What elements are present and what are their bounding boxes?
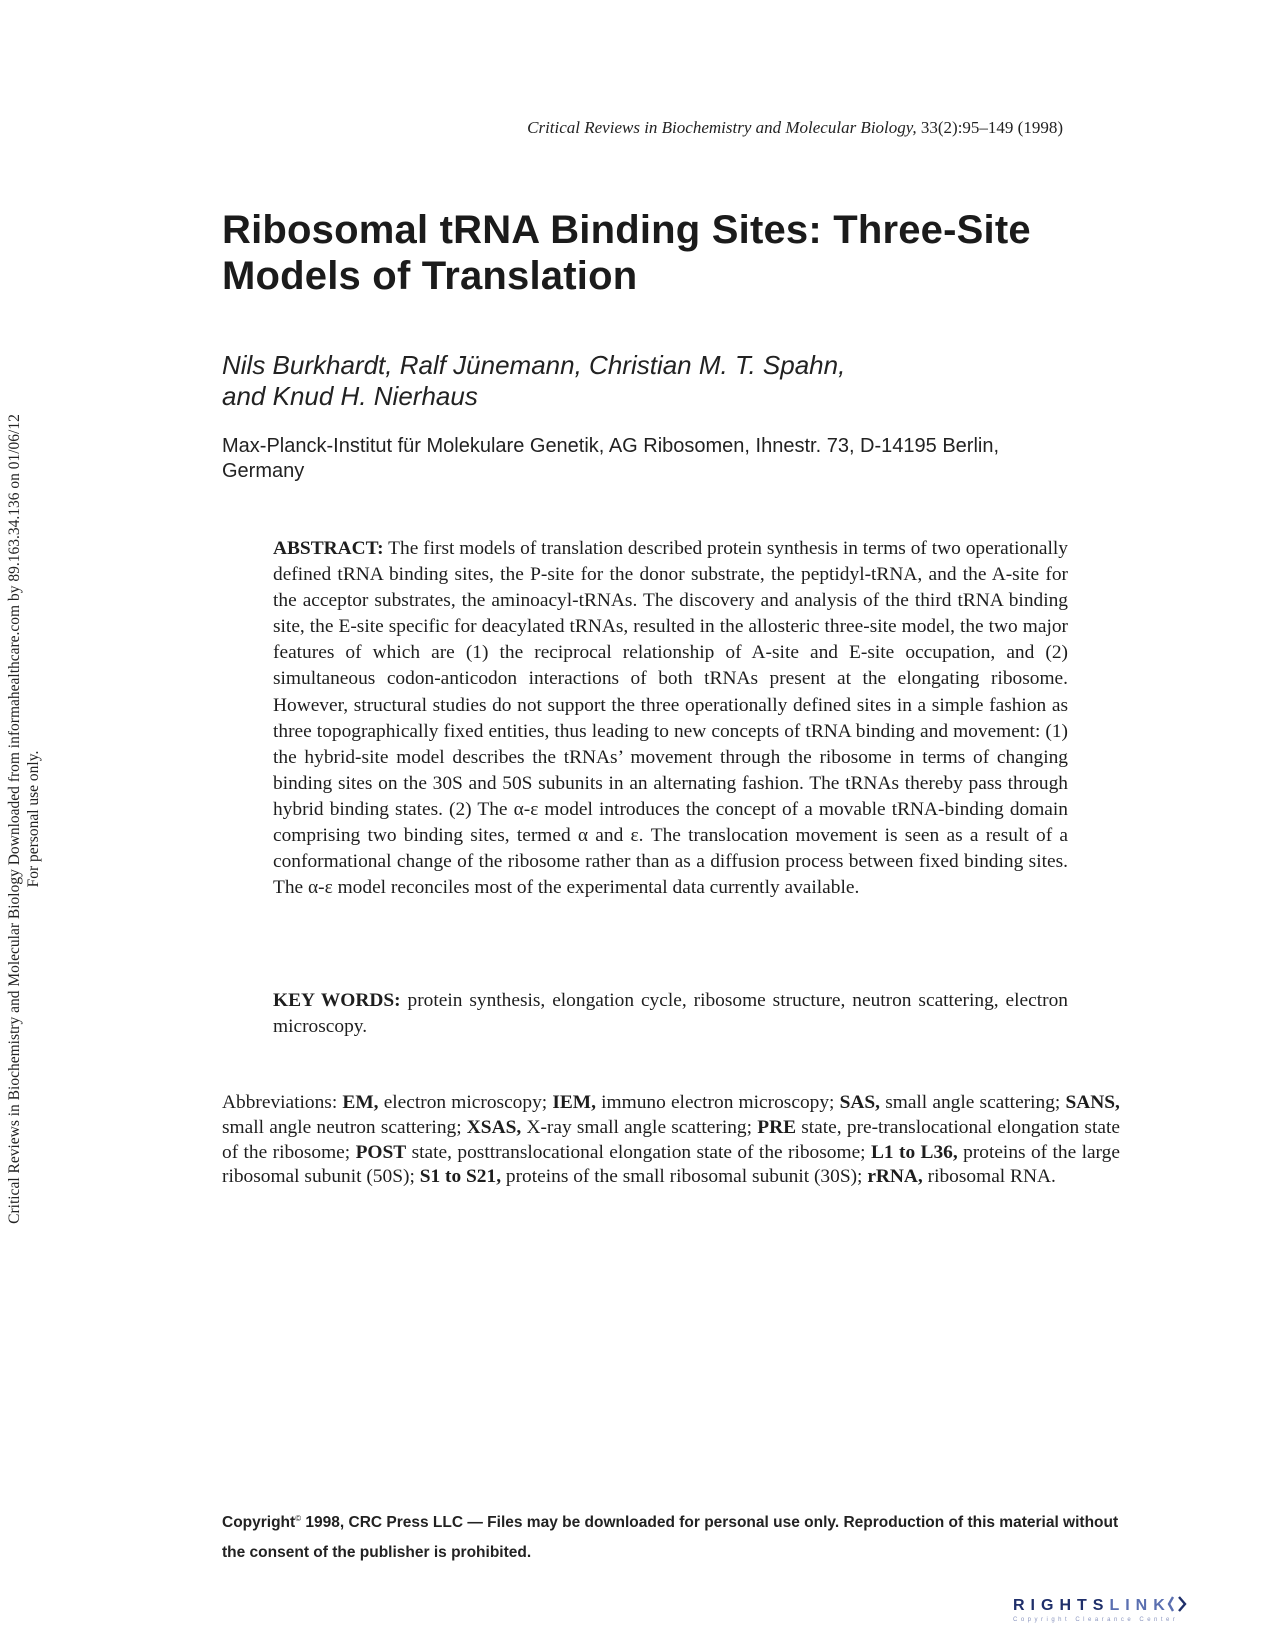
abbrev-term: XSAS, [466, 1116, 522, 1138]
abbrev-def: small angle neutron scattering; [222, 1116, 462, 1138]
download-watermark-sidebar [0, 0, 44, 1260]
journal-citation [527, 118, 1063, 138]
copyright-notice [222, 1504, 1122, 1568]
abbrev-def: ribosomal RNA. [927, 1166, 1056, 1188]
authors-line-2: and Knud H. Nierhaus [222, 381, 478, 411]
keywords [273, 988, 1068, 1040]
abbrev-term: PRE [757, 1116, 797, 1138]
sidebar-line-2: For personal use only. [25, 750, 42, 888]
abbrev-term: L1 to L36, [870, 1141, 958, 1163]
abbrev-term: SANS, [1065, 1092, 1120, 1113]
sidebar-line-1: Critical Reviews in Biochemistry and Molecular Biology Downloaded from informahealthcare.com by 89.163.34.136 on 01/06/12 [6, 414, 23, 1224]
title-line-1: Ribosomal tRNA Binding Sites: Three-Site [222, 208, 1031, 252]
abbrev-def: X-ray small angle scattering; [526, 1116, 753, 1138]
keywords-text: protein synthesis, elongation cycle, ribosome structure, neutron scattering, electron microscopy. [273, 990, 1068, 1037]
abbrev-term: IEM, [552, 1092, 596, 1113]
abstract [273, 536, 1068, 901]
journal-volume-pages: 33(2):95–149 (1998) [920, 118, 1063, 137]
abbreviations [222, 1091, 1120, 1190]
author-list [222, 350, 1022, 412]
copyright-text: 1998, CRC Press LLC — Files may be downloaded for personal use only. Reproduction of this material without the consent of the publisher is prohibited. [222, 1514, 1119, 1562]
affiliation [222, 434, 1082, 484]
abbrev-def: state, posttranslocational elongation state of the ribosome; [411, 1141, 866, 1163]
rightslink-wordmark [1013, 1595, 1253, 1615]
abbrev-term: EM, [342, 1092, 379, 1113]
sidebar-text [5, 384, 43, 1254]
abstract-text: The first models of translation described protein synthesis in terms of two operationally defined tRNA binding sites, the P-site for the donor substrate, the peptidyl-tRNA, and the A-site for the acceptor substrates, the aminoacyl-tRNAs. The discovery and analysis of the third tRNA binding site, the E-site specific for deacylated tRNAs, resulted in the allosteric three-site model, the two major features of which are (1) the reciprocal relationship of A-site and E-site occupation, and (2) simultaneous codon-anticodon interactions of both tRNAs present at the elongating ribosome. However, structural studies do not support the three operationally defined sites in a simple fashion as three topographically fixed entities, thus leading to new concepts of tRNA binding and movement: (1) the hybrid-site model describes the tRNAs’ movement through the ribosome in terms of changing binding sites on the 30S and 50S subunits in an alternating fashion. The tRNAs thereby pass through hybrid binding states. (2) The α-ε model introduces the concept of a movable tRNA-binding domain comprising two binding sites, termed α and ε. The translocation movement is seen as a result of a conformational change of the ribosome rather than as a diffusion process between fixed binding sites. The α-ε model reconciles most of the experimental data currently available. [273, 538, 1069, 899]
journal-name: Critical Reviews in Biochemistry and Molecular Biology, [527, 118, 917, 137]
copyright-prefix: Copyright [222, 1514, 296, 1532]
rightslink-logo[interactable] [1013, 1595, 1253, 1635]
abbrev-term: POST [355, 1141, 407, 1163]
rightslink-rights: RIGHTS [1013, 1597, 1110, 1614]
affiliation-line-2: Germany [222, 460, 305, 482]
abbrev-def: electron microscopy; [383, 1092, 548, 1113]
page-title [222, 207, 1122, 299]
abbrev-term: SAS, [839, 1092, 881, 1113]
rightslink-tagline: Copyright Clearance Center [1013, 1617, 1179, 1623]
authors-line-1: Nils Burkhardt, Ralf Jünemann, Christian M. T. Spahn, [222, 350, 846, 380]
abbrev-term: S1 to S21, [419, 1166, 502, 1188]
abbrev-def: proteins of the large ribosomal subunit (50S); [222, 1141, 1120, 1188]
title-line-2: Models of Translation [222, 254, 638, 298]
keywords-label: KEY WORDS: [273, 990, 401, 1011]
abbrev-def: state, pre-translocational elongation state of the ribosome; [222, 1116, 1120, 1163]
abstract-label: ABSTRACT: [273, 538, 384, 559]
rightslink-link: LINK [1109, 1597, 1171, 1614]
copyright-symbol: © [295, 1514, 302, 1523]
abbrev-def: immuno electron microscopy; [601, 1092, 835, 1113]
abbrev-def: proteins of the small ribosomal subunit (30S); [505, 1166, 863, 1188]
affiliation-line-1: Max-Planck-Institut für Molekulare Genetik, AG Ribosomen, Ihnestr. 73, D-14195 Berlin, [222, 435, 1000, 457]
abbrev-term: rRNA, [867, 1166, 923, 1188]
abbrev-def: small angle scattering; [885, 1092, 1061, 1113]
abbreviations-label: Abbreviations: [222, 1092, 338, 1113]
rightslink-arrow-icon [1167, 1595, 1189, 1613]
